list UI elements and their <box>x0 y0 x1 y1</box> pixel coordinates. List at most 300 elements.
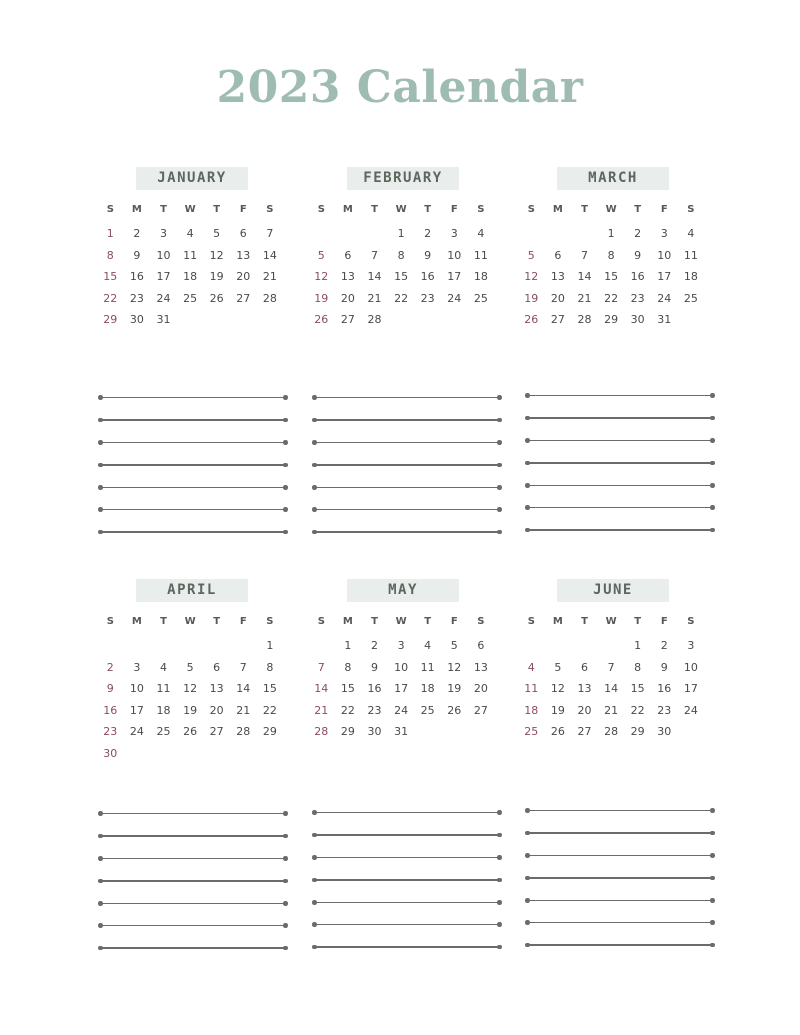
note-line[interactable] <box>527 845 713 867</box>
month-april <box>97 579 287 768</box>
day-cell: 19 <box>550 703 565 717</box>
day-cell: 20 <box>236 270 251 283</box>
note-line[interactable] <box>100 803 286 825</box>
day-cell: 19 <box>183 703 198 717</box>
month-days-grid <box>518 616 708 747</box>
day-cell: 8 <box>266 660 274 674</box>
note-line-rule <box>527 395 713 396</box>
note-line-rule <box>527 507 713 508</box>
day-cell: 20 <box>209 703 224 717</box>
day-cell: 27 <box>340 313 355 326</box>
day-cell: 1 <box>634 639 642 652</box>
note-line-rule <box>100 531 286 532</box>
weekday-header: S <box>106 616 114 627</box>
day-cell: 22 <box>103 291 118 305</box>
day-cell: 26 <box>183 725 198 738</box>
day-cell: 2 <box>370 639 378 652</box>
note-line-rule <box>100 947 286 948</box>
weekday-header: T <box>371 204 378 215</box>
day-cell: 11 <box>473 248 488 262</box>
note-line-rule <box>527 417 713 418</box>
month-days-grid <box>97 616 287 768</box>
day-cell: 10 <box>683 660 698 674</box>
day-cell: 3 <box>687 639 695 652</box>
day-cell: 1 <box>344 639 352 652</box>
note-line-rule <box>527 877 713 878</box>
empty-cell <box>230 639 257 661</box>
day-cell: 16 <box>103 703 118 717</box>
day-cell: 8 <box>344 660 352 674</box>
day-cell: 22 <box>340 703 355 717</box>
day-cell: 8 <box>106 248 114 262</box>
note-line[interactable] <box>527 800 713 822</box>
day-cell: 12 <box>447 660 462 674</box>
weekday-header: F <box>239 204 247 215</box>
weekday-header: F <box>660 616 668 627</box>
day-cell: 18 <box>683 270 698 283</box>
note-line[interactable] <box>527 430 713 452</box>
day-cell: 6 <box>477 639 485 652</box>
note-line-rule <box>527 462 713 463</box>
weekday-header: S <box>477 204 485 215</box>
day-cell: 30 <box>367 725 382 738</box>
note-line[interactable] <box>527 385 713 407</box>
day-cell: 17 <box>156 270 171 283</box>
day-cell: 25 <box>420 703 435 717</box>
weekday-header: T <box>371 616 378 627</box>
weekday-header: F <box>660 204 668 215</box>
weekday-header: F <box>450 616 458 627</box>
note-line[interactable] <box>314 914 500 936</box>
note-line-rule <box>100 509 286 510</box>
note-line[interactable] <box>527 475 713 497</box>
day-cell: 10 <box>394 660 409 674</box>
page-title: 2023 Calendar <box>216 62 584 113</box>
day-cell: 28 <box>604 725 619 738</box>
day-cell: 20 <box>550 291 565 305</box>
note-line[interactable] <box>100 870 286 892</box>
day-cell: 23 <box>657 703 672 717</box>
day-cell: 16 <box>367 682 382 695</box>
day-cell: 3 <box>159 227 167 240</box>
note-line-rule <box>100 880 286 881</box>
weekday-header: T <box>634 204 642 215</box>
day-cell: 29 <box>103 313 118 326</box>
day-cell: 26 <box>209 291 224 305</box>
month-days-grid <box>97 204 287 335</box>
day-cell: 29 <box>340 725 355 738</box>
day-cell: 26 <box>524 313 539 326</box>
weekday-header: W <box>395 204 407 215</box>
day-cell: 9 <box>370 660 378 674</box>
day-cell: 17 <box>129 703 144 717</box>
day-cell: 21 <box>577 291 592 305</box>
day-cell: 9 <box>424 248 432 262</box>
note-line[interactable] <box>314 936 500 958</box>
day-cell: 13 <box>550 270 565 283</box>
note-line-rule <box>100 925 286 926</box>
day-cell: 16 <box>630 270 645 283</box>
day-cell: 5 <box>317 248 325 262</box>
note-line-rule <box>314 487 500 488</box>
day-cell: 24 <box>657 291 672 305</box>
note-line[interactable] <box>100 499 286 521</box>
weekday-header: W <box>184 616 196 627</box>
notes-lines <box>100 387 286 544</box>
day-cell: 8 <box>634 660 642 674</box>
day-cell: 15 <box>394 270 409 283</box>
note-line-rule <box>527 529 713 530</box>
day-cell: 13 <box>209 682 224 695</box>
note-line[interactable] <box>527 867 713 889</box>
day-cell: 11 <box>156 682 171 695</box>
day-cell: 27 <box>550 313 565 326</box>
day-cell: 30 <box>103 746 118 760</box>
day-cell: 24 <box>156 291 171 305</box>
day-cell: 8 <box>607 248 615 262</box>
empty-cell <box>518 639 545 661</box>
day-cell: 6 <box>239 227 247 240</box>
day-cell: 22 <box>630 703 645 717</box>
weekday-header: M <box>342 204 353 215</box>
month-days-grid <box>308 616 498 747</box>
empty-cell <box>571 639 598 661</box>
note-line[interactable] <box>100 387 286 409</box>
month-name: JANUARY <box>136 167 248 190</box>
note-line-rule <box>100 835 286 836</box>
month-may <box>308 579 498 747</box>
note-line[interactable] <box>314 409 500 431</box>
day-cell: 23 <box>420 291 435 305</box>
day-cell: 21 <box>367 291 382 305</box>
note-line-rule <box>527 855 713 856</box>
day-cell: 30 <box>657 725 672 738</box>
day-cell: 18 <box>524 703 539 717</box>
notes-lines <box>314 802 500 959</box>
day-cell: 26 <box>447 703 462 717</box>
empty-cell <box>598 639 625 661</box>
day-cell: 12 <box>550 682 565 695</box>
weekday-header: S <box>477 616 485 627</box>
day-cell: 14 <box>367 270 382 283</box>
note-line-rule <box>100 813 286 814</box>
month-february <box>308 167 498 335</box>
note-line[interactable] <box>527 519 713 541</box>
weekday-header: S <box>527 616 535 627</box>
month-january <box>97 167 287 335</box>
day-cell: 24 <box>447 291 462 305</box>
empty-cell <box>545 227 572 249</box>
note-line-rule <box>314 946 500 947</box>
day-cell: 26 <box>550 725 565 738</box>
weekday-header: S <box>687 616 695 627</box>
note-line[interactable] <box>314 387 500 409</box>
day-cell: 5 <box>450 639 458 652</box>
day-cell: 10 <box>156 248 171 262</box>
notes-lines <box>100 803 286 960</box>
day-cell: 24 <box>129 725 144 738</box>
note-line-rule <box>100 903 286 904</box>
day-cell: 6 <box>344 248 352 262</box>
note-line-rule <box>314 509 500 510</box>
day-cell: 13 <box>236 248 251 262</box>
day-cell: 7 <box>266 227 274 240</box>
note-line[interactable] <box>527 822 713 844</box>
note-line[interactable] <box>100 454 286 476</box>
weekday-header: W <box>605 616 617 627</box>
day-cell: 4 <box>477 227 485 240</box>
day-cell: 1 <box>607 227 615 240</box>
day-cell: 3 <box>397 639 405 652</box>
day-cell: 21 <box>236 703 251 717</box>
day-cell: 18 <box>156 703 171 717</box>
month-days-grid <box>518 204 708 335</box>
day-cell: 14 <box>577 270 592 283</box>
note-line-rule <box>527 485 713 486</box>
day-cell: 1 <box>397 227 405 240</box>
day-cell: 15 <box>262 682 277 695</box>
note-line[interactable] <box>527 890 713 912</box>
note-line[interactable] <box>314 454 500 476</box>
note-line[interactable] <box>100 409 286 431</box>
note-line-rule <box>100 464 286 465</box>
day-cell: 12 <box>183 682 198 695</box>
day-cell: 14 <box>604 682 619 695</box>
note-line[interactable] <box>100 825 286 847</box>
day-cell: 18 <box>183 270 198 283</box>
day-cell: 16 <box>420 270 435 283</box>
weekday-header: S <box>266 204 274 215</box>
day-cell: 21 <box>604 703 619 717</box>
weekday-header: T <box>213 616 221 627</box>
day-cell: 25 <box>683 291 698 305</box>
day-cell: 21 <box>262 270 277 283</box>
day-cell: 9 <box>660 660 668 674</box>
day-cell: 4 <box>186 227 194 240</box>
day-cell: 31 <box>657 313 672 326</box>
note-line-rule <box>100 858 286 859</box>
day-cell: 19 <box>209 270 224 283</box>
day-cell: 28 <box>314 725 329 738</box>
day-cell: 16 <box>657 682 672 695</box>
weekday-header: S <box>317 204 325 215</box>
empty-cell <box>150 639 177 661</box>
day-cell: 17 <box>657 270 672 283</box>
empty-cell <box>97 639 124 661</box>
day-cell: 5 <box>213 227 221 240</box>
note-line[interactable] <box>314 477 500 499</box>
day-cell: 4 <box>159 660 167 674</box>
note-line[interactable] <box>314 802 500 824</box>
day-cell: 11 <box>683 248 698 262</box>
day-cell: 9 <box>106 682 114 695</box>
note-line-rule <box>100 419 286 420</box>
day-cell: 21 <box>314 703 329 717</box>
month-march <box>518 167 708 335</box>
day-cell: 20 <box>577 703 592 717</box>
note-line[interactable] <box>100 915 286 937</box>
day-cell: 23 <box>129 291 144 305</box>
day-cell: 8 <box>397 248 405 262</box>
weekday-header: W <box>605 204 617 215</box>
note-line[interactable] <box>314 432 500 454</box>
day-cell: 10 <box>447 248 462 262</box>
weekday-header: W <box>395 616 407 627</box>
day-cell: 20 <box>473 682 488 695</box>
day-cell: 27 <box>577 725 592 738</box>
note-line[interactable] <box>100 937 286 959</box>
note-line[interactable] <box>314 847 500 869</box>
weekday-header: F <box>239 616 247 627</box>
day-cell: 19 <box>524 291 539 305</box>
day-cell: 20 <box>340 291 355 305</box>
note-line-rule <box>314 902 500 903</box>
day-cell: 18 <box>420 682 435 695</box>
note-line[interactable] <box>314 824 500 846</box>
day-cell: 10 <box>129 682 144 695</box>
month-name: MAY <box>347 579 459 602</box>
day-cell: 26 <box>314 313 329 326</box>
day-cell: 3 <box>450 227 458 240</box>
empty-cell <box>124 639 151 661</box>
day-cell: 29 <box>630 725 645 738</box>
day-cell: 27 <box>473 703 488 717</box>
note-line-rule <box>314 464 500 465</box>
empty-cell <box>545 639 572 661</box>
day-cell: 7 <box>239 660 247 674</box>
note-line-rule <box>314 834 500 835</box>
day-cell: 2 <box>133 227 141 240</box>
note-line-rule <box>527 922 713 923</box>
note-line[interactable] <box>527 497 713 519</box>
note-line[interactable] <box>314 892 500 914</box>
note-line-rule <box>100 442 286 443</box>
day-cell: 23 <box>103 725 118 738</box>
note-line-rule <box>100 397 286 398</box>
day-cell: 2 <box>634 227 642 240</box>
day-cell: 25 <box>524 725 539 738</box>
day-cell: 22 <box>262 703 277 717</box>
note-line-rule <box>527 944 713 945</box>
day-cell: 13 <box>577 682 592 695</box>
day-cell: 15 <box>604 270 619 283</box>
day-cell: 5 <box>186 660 194 674</box>
weekday-header: F <box>450 204 458 215</box>
day-cell: 28 <box>367 313 382 326</box>
note-line[interactable] <box>100 521 286 543</box>
day-cell: 24 <box>394 703 409 717</box>
day-cell: 17 <box>394 682 409 695</box>
empty-cell <box>308 639 335 661</box>
day-cell: 23 <box>630 291 645 305</box>
day-cell: 13 <box>340 270 355 283</box>
day-cell: 28 <box>236 725 251 738</box>
weekday-header: T <box>424 616 432 627</box>
day-cell: 4 <box>424 639 432 652</box>
day-cell: 12 <box>314 270 329 283</box>
day-cell: 28 <box>262 291 277 305</box>
day-cell: 17 <box>447 270 462 283</box>
day-cell: 5 <box>527 248 535 262</box>
weekday-header: M <box>342 616 353 627</box>
note-line[interactable] <box>527 912 713 934</box>
day-cell: 6 <box>580 660 588 674</box>
day-cell: 2 <box>660 639 668 652</box>
note-line-rule <box>314 879 500 880</box>
day-cell: 14 <box>314 682 329 695</box>
weekday-header: S <box>687 204 695 215</box>
day-cell: 3 <box>660 227 668 240</box>
note-line[interactable] <box>314 869 500 891</box>
day-cell: 15 <box>103 270 118 283</box>
day-cell: 23 <box>367 703 382 717</box>
day-cell: 14 <box>262 248 277 262</box>
note-line-rule <box>314 924 500 925</box>
day-cell: 22 <box>394 291 409 305</box>
weekday-header: T <box>581 616 588 627</box>
note-line[interactable] <box>527 452 713 474</box>
weekday-header: S <box>527 204 535 215</box>
weekday-header: T <box>424 204 432 215</box>
empty-cell <box>571 227 598 249</box>
weekday-header: T <box>160 616 167 627</box>
note-line[interactable] <box>314 521 500 543</box>
day-cell: 31 <box>156 313 171 326</box>
day-cell: 19 <box>447 682 462 695</box>
weekday-header: T <box>213 204 221 215</box>
day-cell: 17 <box>683 682 698 695</box>
note-line[interactable] <box>527 407 713 429</box>
empty-cell <box>518 227 545 249</box>
day-cell: 28 <box>577 313 592 326</box>
notes-lines <box>527 800 713 957</box>
note-line[interactable] <box>314 499 500 521</box>
day-cell: 2 <box>424 227 432 240</box>
month-name: FEBRUARY <box>347 167 459 190</box>
note-line[interactable] <box>527 934 713 956</box>
month-days-grid <box>308 204 498 335</box>
day-cell: 7 <box>607 660 615 674</box>
day-cell: 12 <box>209 248 224 262</box>
note-line[interactable] <box>100 893 286 915</box>
note-line-rule <box>527 900 713 901</box>
day-cell: 30 <box>630 313 645 326</box>
weekday-header: W <box>184 204 196 215</box>
empty-cell <box>361 227 388 249</box>
day-cell: 11 <box>524 682 539 695</box>
empty-cell <box>308 227 335 249</box>
weekday-header: M <box>552 616 563 627</box>
day-cell: 10 <box>657 248 672 262</box>
note-line-rule <box>100 487 286 488</box>
note-line[interactable] <box>100 432 286 454</box>
note-line[interactable] <box>100 477 286 499</box>
day-cell: 1 <box>266 639 274 652</box>
weekday-header: T <box>634 616 642 627</box>
day-cell: 22 <box>604 291 619 305</box>
day-cell: 1 <box>106 227 114 240</box>
weekday-header: M <box>552 204 563 215</box>
month-june <box>518 579 708 747</box>
month-name: APRIL <box>136 579 248 602</box>
empty-cell <box>203 639 230 661</box>
note-line-rule <box>314 397 500 398</box>
weekday-header: T <box>581 204 588 215</box>
note-line-rule <box>527 832 713 833</box>
weekday-header: S <box>266 616 274 627</box>
weekday-header: S <box>317 616 325 627</box>
note-line[interactable] <box>100 848 286 870</box>
